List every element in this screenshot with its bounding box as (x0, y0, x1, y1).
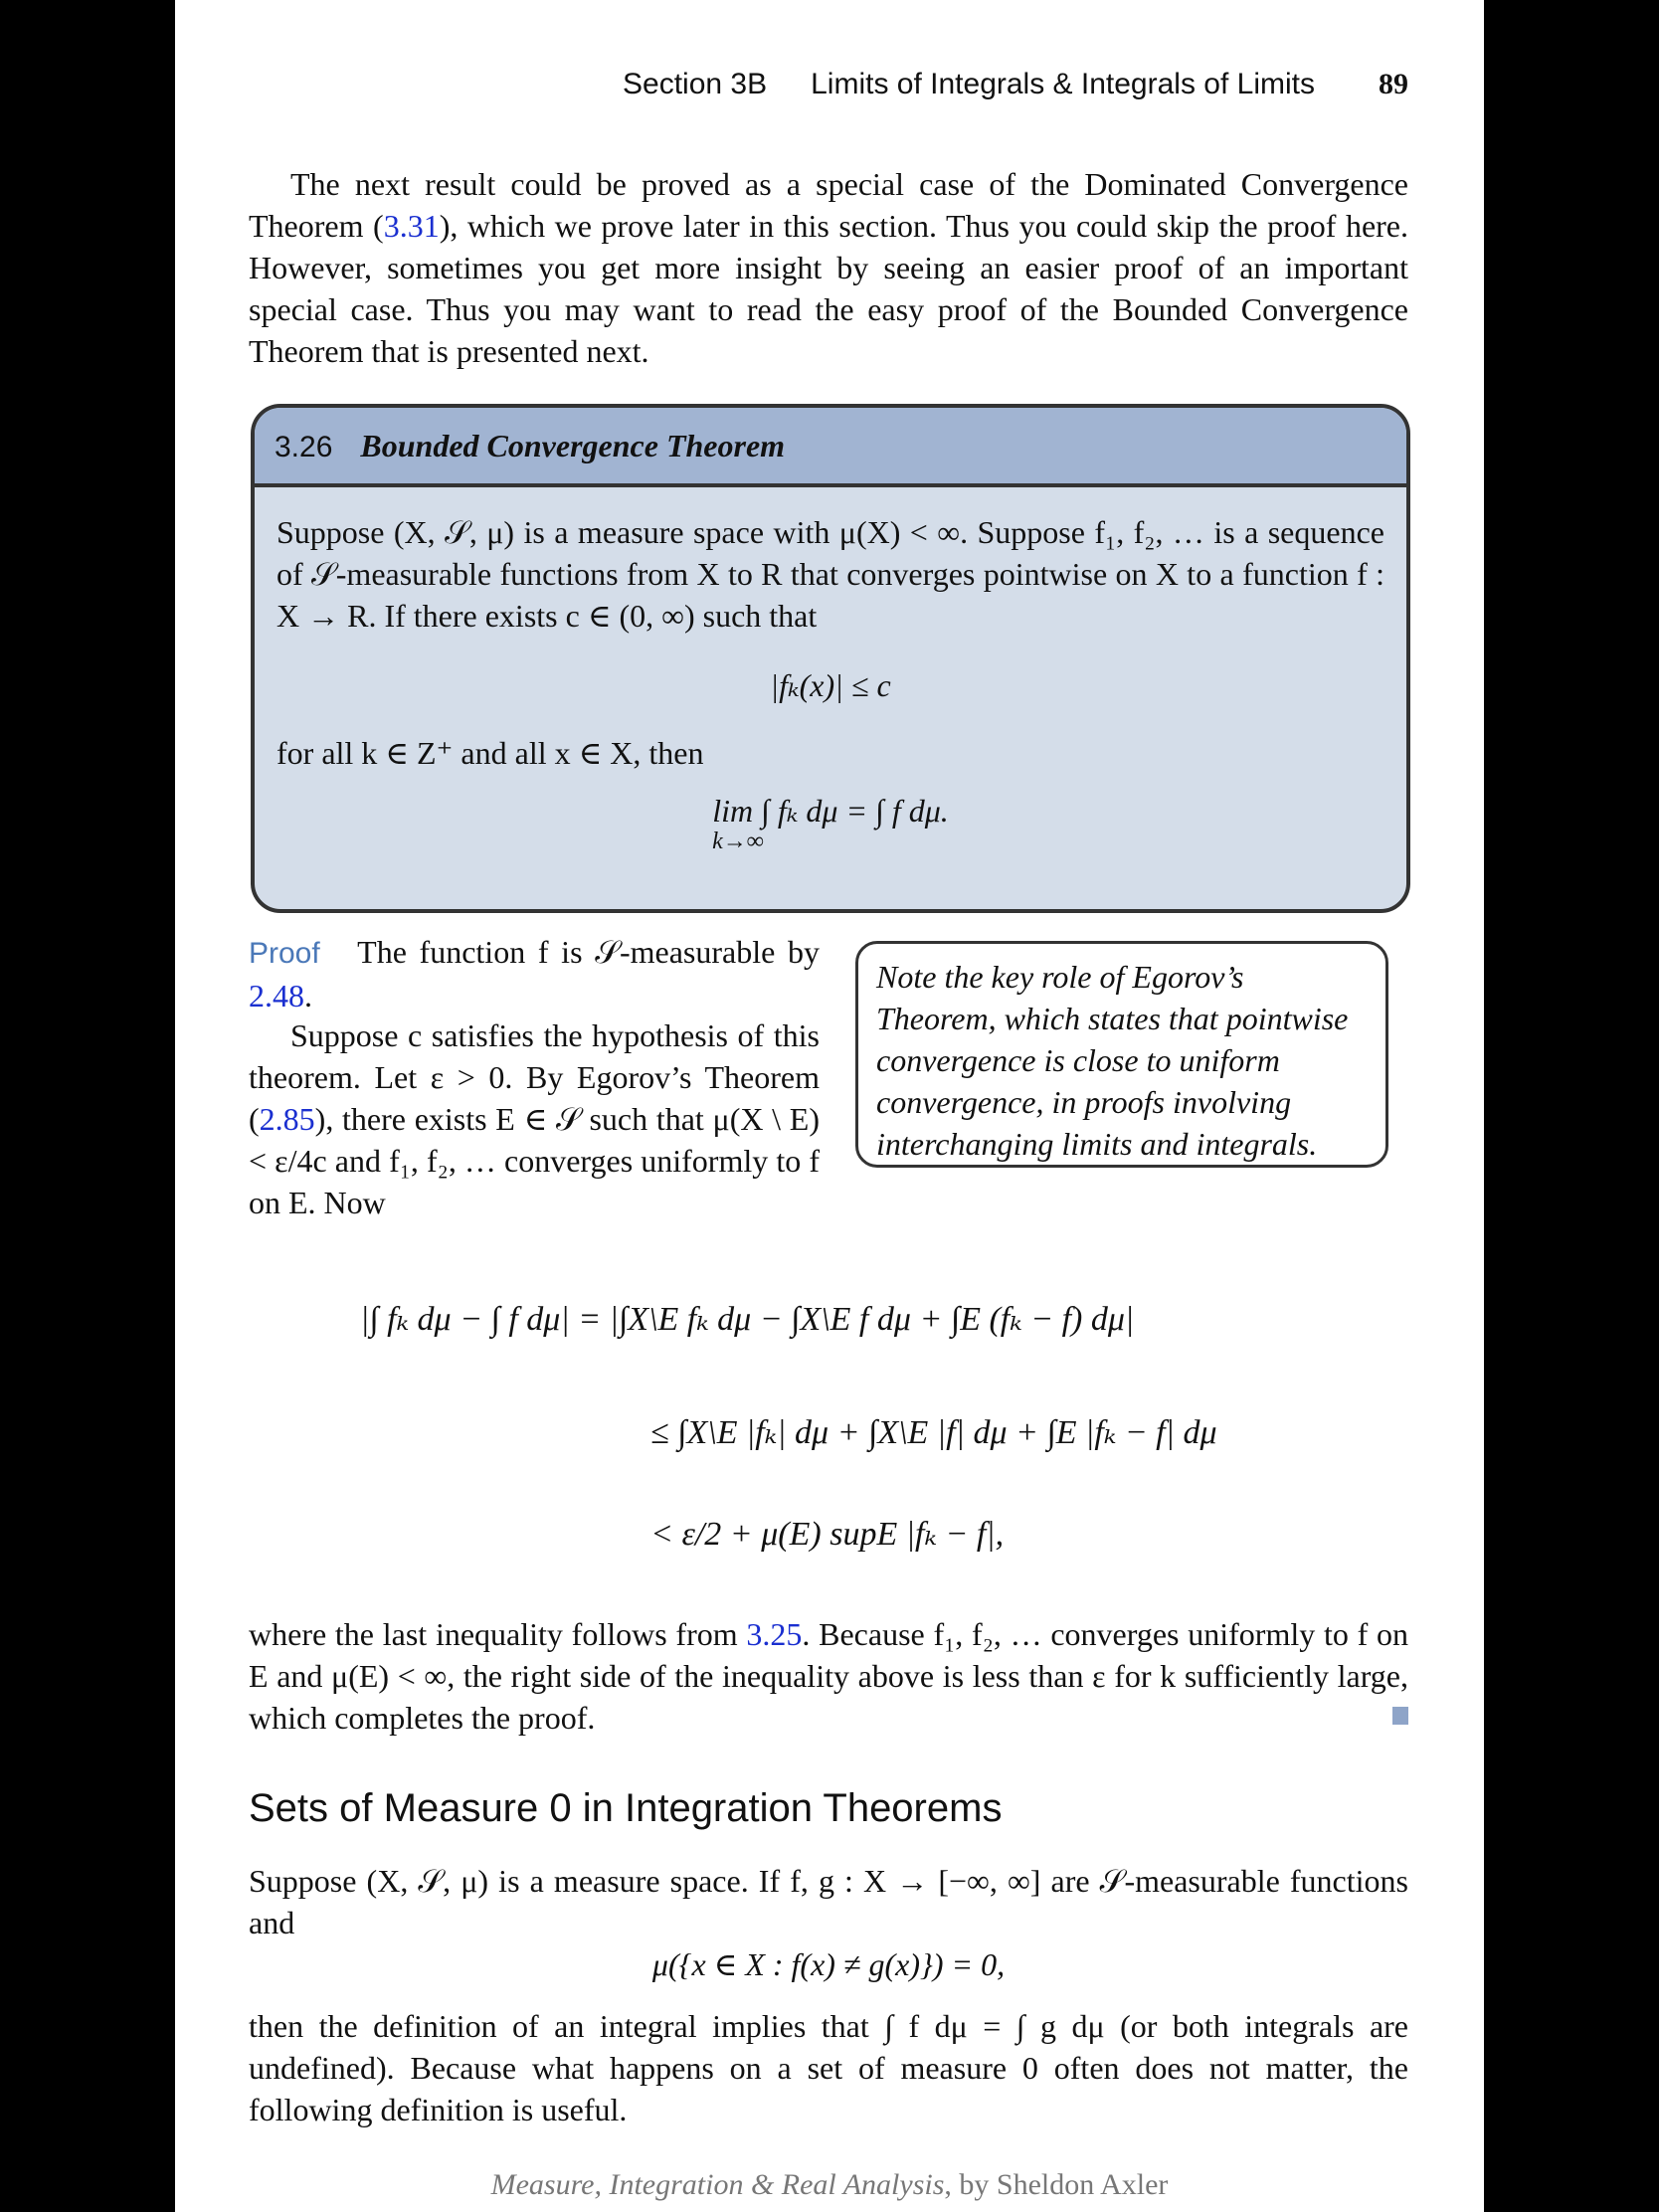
page-footer (175, 2168, 1484, 2202)
limit-equation: lim ∫ fₖ dμ = ∫ f dμ. (712, 793, 949, 829)
margin-note: Note the key role of Egorov’s Theorem, which states that pointwise convergence is close to uniform convergence, in proofs involving interchanging limits and integrals. (855, 941, 1388, 1168)
theorem-display-limit (276, 792, 1384, 853)
section-paragraph-1: Suppose (X, 𝒮, μ) is a measure space. If f, g : X → [−∞, ∞] are 𝒮-measurable functions and (249, 1863, 1408, 1940)
page-number: 89 (1379, 68, 1408, 100)
header-section: Section 3B (623, 68, 768, 100)
section-title: Sets of Measure 0 in Integration Theorems (249, 1786, 1003, 1830)
equation-line-2: ≤ ∫X\E |fₖ| dμ + ∫X\E |f| dμ + ∫E |fₖ − f| dμ (650, 1414, 1217, 1451)
ref-link-2-85[interactable]: 2.85 (259, 1101, 315, 1137)
section-paragraph-2: then the definition of an integral implies that ∫ f dμ = ∫ g dμ (or both integrals are undefined). Because what happens on a set of measure 0 often does not matter, the following definition is useful. (249, 2008, 1408, 2127)
ref-link-3-25[interactable]: 3.25 (746, 1616, 803, 1652)
running-header (175, 68, 1408, 101)
theorem-name: Bounded Convergence Theorem (360, 428, 786, 463)
conclusion-text-b: . Because f₁, f₂, … converges uniformly to f on E and μ(E) < ∞, the right side of the inequality above is less than ε for k sufficiently large, which completes the proof. (249, 1616, 1409, 1736)
ref-link-2-48[interactable]: 2.48 (249, 978, 304, 1014)
theorem-number: 3.26 (275, 431, 333, 463)
proof-conclusion (249, 1613, 1408, 1739)
theorem-display-bound: |fₖ(x)| ≤ c (770, 667, 891, 703)
proof-paragraph-1: Proof The function f is 𝒮-measurable by 2.48. (249, 934, 820, 1014)
book-page (175, 0, 1484, 2212)
theorem-statement-cont: for all k ∈ Z⁺ and all x ∈ X, then (276, 735, 704, 771)
limit-subscript: k→∞ (712, 829, 764, 854)
theorem-body (255, 487, 1406, 853)
proof-text-a: The function f is 𝒮-measurable by (357, 934, 820, 970)
intro-text-b: ), which we prove later in this section. Thus you could skip the proof here. However, sometimes you get more insight by seeing an easier proof of an important special case. Thus you may want to read the easy proof of the Bounded Convergence Theorem that is presented next. (249, 208, 1409, 369)
section-display: μ({x ∈ X : f(x) ≠ g(x)}) = 0, (651, 1946, 1006, 1982)
equation-line-3: < ε/2 + μ(E) supE |fₖ − f|, (650, 1516, 1005, 1553)
conclusion-text-a: where the last inequality follows from (249, 1616, 738, 1652)
qed-symbol (1392, 1707, 1408, 1725)
equation-line-1: |∫ fₖ dμ − ∫ f dμ| = |∫X\E fₖ dμ − ∫X\E f dμ + ∫E (fₖ − f) dμ| (360, 1301, 1135, 1338)
footer-author: , by Sheldon Axler (944, 2168, 1169, 2201)
theorem-statement: Suppose (X, 𝒮, μ) is a measure space with μ(X) < ∞. Suppose f₁, f₂, … is a sequence of 𝒮-measurable functions from X to R that converges pointwise on X to a function f : X → R. If there exists c ∈ (0, ∞) such that (276, 514, 1384, 634)
header-title: Limits of Integrals & Integrals of Limits (811, 68, 1315, 100)
proof-label: Proof (249, 937, 320, 970)
proof-text-c: ), there exists E ∈ 𝒮 such that μ(X \ E) < ε/4c and f₁, f₂, … converges uniformly to f on E. Now (249, 1101, 820, 1220)
intro-text-a: The next result could be proved as a special case of the Dominated Convergence Theorem ( (249, 166, 1408, 244)
ref-link-3-31[interactable]: 3.31 (383, 208, 440, 244)
theorem-box (251, 404, 1410, 913)
proof-text-b: Suppose c satisfies the hypothesis of this theorem. Let ε > 0. By Egorov’s Theorem ( (249, 1017, 820, 1137)
intro-paragraph (249, 163, 1408, 372)
theorem-header (255, 408, 1406, 487)
proof-paragraph-2 (249, 1014, 820, 1223)
footer-book-title: Measure, Integration & Real Analysis (490, 2168, 945, 2201)
